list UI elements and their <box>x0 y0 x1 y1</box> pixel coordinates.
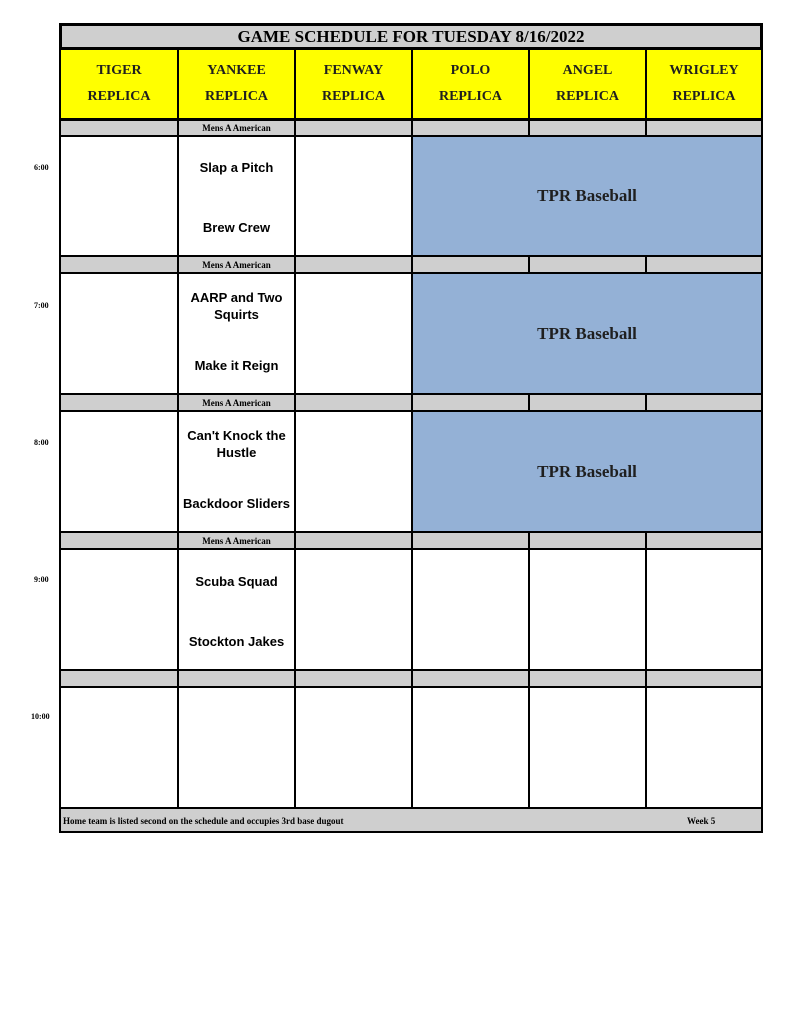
empty-cell <box>294 135 413 257</box>
empty-cell <box>294 272 413 395</box>
field-sub: REPLICA <box>321 89 385 104</box>
home-team: Brew Crew <box>202 220 271 235</box>
field-header-yankee <box>177 48 296 120</box>
league-label: Mens A American <box>202 259 271 270</box>
reserved-label: TPR Baseball <box>537 186 637 205</box>
game-cell <box>177 548 296 671</box>
field-sub: REPLICA <box>204 89 268 104</box>
field-header-wrigley <box>645 48 763 120</box>
field-header-tiger <box>59 48 179 120</box>
field-header-polo <box>411 48 530 120</box>
empty-cell <box>59 272 179 395</box>
away-team: Slap a Pitch <box>199 160 274 175</box>
empty-cell <box>294 548 413 671</box>
reserved-label: TPR Baseball <box>537 323 637 343</box>
footer-note: Home team is listed second on the schedule and occupies 3rd base dugout <box>63 816 344 826</box>
home-team: Make it Reign <box>194 358 279 373</box>
empty-cell <box>528 548 647 671</box>
home-team: Backdoor Sliders <box>183 496 290 511</box>
field-sub: REPLICA <box>672 89 736 104</box>
empty-cell <box>59 410 179 533</box>
empty-cell <box>411 548 530 671</box>
time-label: 9:00 <box>34 575 49 584</box>
reserved-label: TPR Baseball <box>537 461 637 481</box>
league-label: Mens A American <box>202 397 271 408</box>
field-sub: REPLICA <box>555 89 619 104</box>
field-name: FENWAY <box>323 63 384 78</box>
field-name: POLO <box>450 63 491 78</box>
away-team: AARP and Two Squirts <box>190 290 283 322</box>
empty-cell <box>528 686 647 809</box>
empty-cell <box>411 686 530 809</box>
empty-cell <box>177 686 296 809</box>
reserved-block <box>411 410 763 533</box>
empty-cell <box>59 686 179 809</box>
time-label: 8:00 <box>34 438 49 447</box>
field-header-fenway <box>294 48 413 120</box>
reserved-block <box>411 272 763 395</box>
field-name: TIGER <box>96 63 142 78</box>
empty-cell <box>59 135 179 257</box>
week-label: Week 5 <box>687 816 716 826</box>
schedule-title <box>59 23 763 50</box>
field-sub: REPLICA <box>87 89 151 104</box>
game-cell <box>177 135 296 257</box>
footer-bar <box>59 807 763 833</box>
league-label: Mens A American <box>202 123 271 133</box>
empty-cell <box>59 548 179 671</box>
away-team: Can't Knock the Hustle <box>187 428 286 460</box>
league-label: Mens A American <box>202 535 271 546</box>
field-name: WRIGLEY <box>669 63 739 78</box>
schedule-title-text: GAME SCHEDULE FOR TUESDAY 8/16/2022 <box>237 26 585 46</box>
game-cell <box>177 410 296 533</box>
field-sub: REPLICA <box>438 89 502 104</box>
field-name: ANGEL <box>562 63 613 78</box>
empty-cell <box>294 410 413 533</box>
time-label: 10:00 <box>31 712 50 721</box>
home-team: Stockton Jakes <box>188 634 285 649</box>
game-cell <box>177 272 296 395</box>
time-label: 6:00 <box>34 163 49 172</box>
empty-cell <box>645 548 763 671</box>
empty-cell <box>645 686 763 809</box>
empty-cell <box>294 686 413 809</box>
time-label: 7:00 <box>34 301 49 310</box>
field-header-angel <box>528 48 647 120</box>
away-team: Scuba Squad <box>195 574 278 589</box>
field-name: YANKEE <box>207 63 266 78</box>
reserved-block <box>411 135 763 257</box>
